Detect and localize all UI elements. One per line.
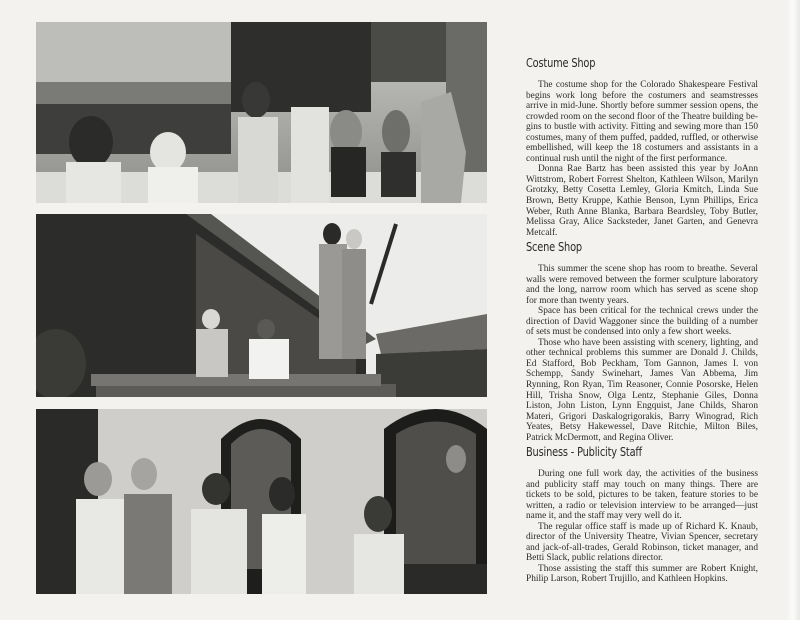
business-publicity-paragraph: During one full work day, the activities of the business and publicity staff may touch on many things. There are tickets to be sold, pictures to be taken, feature stories to be written, a radio or television interview to be arranged—just name it, and the staff may very well do it. [526,469,758,522]
scene-shop-paragraph: Those who have been assisting with scenery, lighting, and other technical problems this summer are Donald J. Childs, Ed Stafford, Bob Peckham, Tom Gannon, James I. von Schempp, Sandy Swinehart, James Van Abbema, Jim Rynning, Ron Ryan, Tim Reasoner, Connie Posorske, Helen Hill, Trisha Snow, Olga Lentz, Stephanie Giles, Donna Liston, John Liston, Lynn Engquist, Jane Childs, Sharon Materi, Grigori Daskalogrigorakis, Barry Winograd, Rich Yeates, Betsy Hakewessel, Dave Ritchie, Milton Biles, Patrick McDermott, and Regina Oliver. [526,337,758,443]
costume-shop-photo [36,22,487,203]
page-edge [786,0,800,620]
scene-shop-photo [36,214,487,397]
business-publicity-photo [36,409,487,594]
scene-shop-paragraph: This summer the scene shop has room to breathe. Several walls were removed between the former sculpture laboratory and the long, narrow room which has served as scene shop for more than twenty years. [526,264,758,306]
costume-shop-paragraph: Donna Rae Bartz has been assisted this year by JoAnn Wittstrom, Robert Forrest Shelton, Kathleen Wilson, Marilyn Grotzky, Betty Cosetta Lemley, Gloria Kmitch, Linda Sue Brown, Betty Kruppe, Kathie Benson, Lynn Phillips, Erica Weber, Ruth Anne Blanka, Barbara Beardsley, Toby Butler, Melissa Gray, Alice Sacksteder, Janet Garten, and Genevra Metcalf. [526,164,758,238]
scene-shop-heading: Scene Shop [526,239,582,254]
scene-shop-section [526,239,758,443]
business-publicity-heading: Business - Publicity Staff [526,444,642,459]
business-publicity-paragraph: Those assisting the staff this summer are Robert Knight, Philip Larson, Robert Trujillo, and Kathleen Hopkins. [526,563,758,585]
costume-shop-section [526,55,758,238]
business-publicity-section [526,444,758,585]
costume-shop-heading: Costume Shop [526,55,596,70]
costume-shop-paragraph: The costume shop for the Colorado Shakespeare Festival begins work long before the costumers and seamstresses arrive in mid-June. Shortly before summer session opens, the crowded room on the second floor of the Theatre building begins to bustle with activity. Fitting and sewing more than 150 costumes, many of them puffed, padded, ruffled, or otherwise embellished, will keep the 18 costumers and assistants in a continual rush until the night of the first performance. [526,80,758,164]
scene-shop-paragraph: Space has been critical for the technical crews under the direction of David Waggoner since the building of a number of sets must be condensed into only a few short weeks. [526,306,758,338]
business-publicity-paragraph: The regular office staff is made up of Richard K. Knaub, director of the University Theatre, Vivian Spencer, secretary and jack-of-all-trades, Gerald Robinson, ticket manager, and Betti Slack, public relations director. [526,521,758,564]
